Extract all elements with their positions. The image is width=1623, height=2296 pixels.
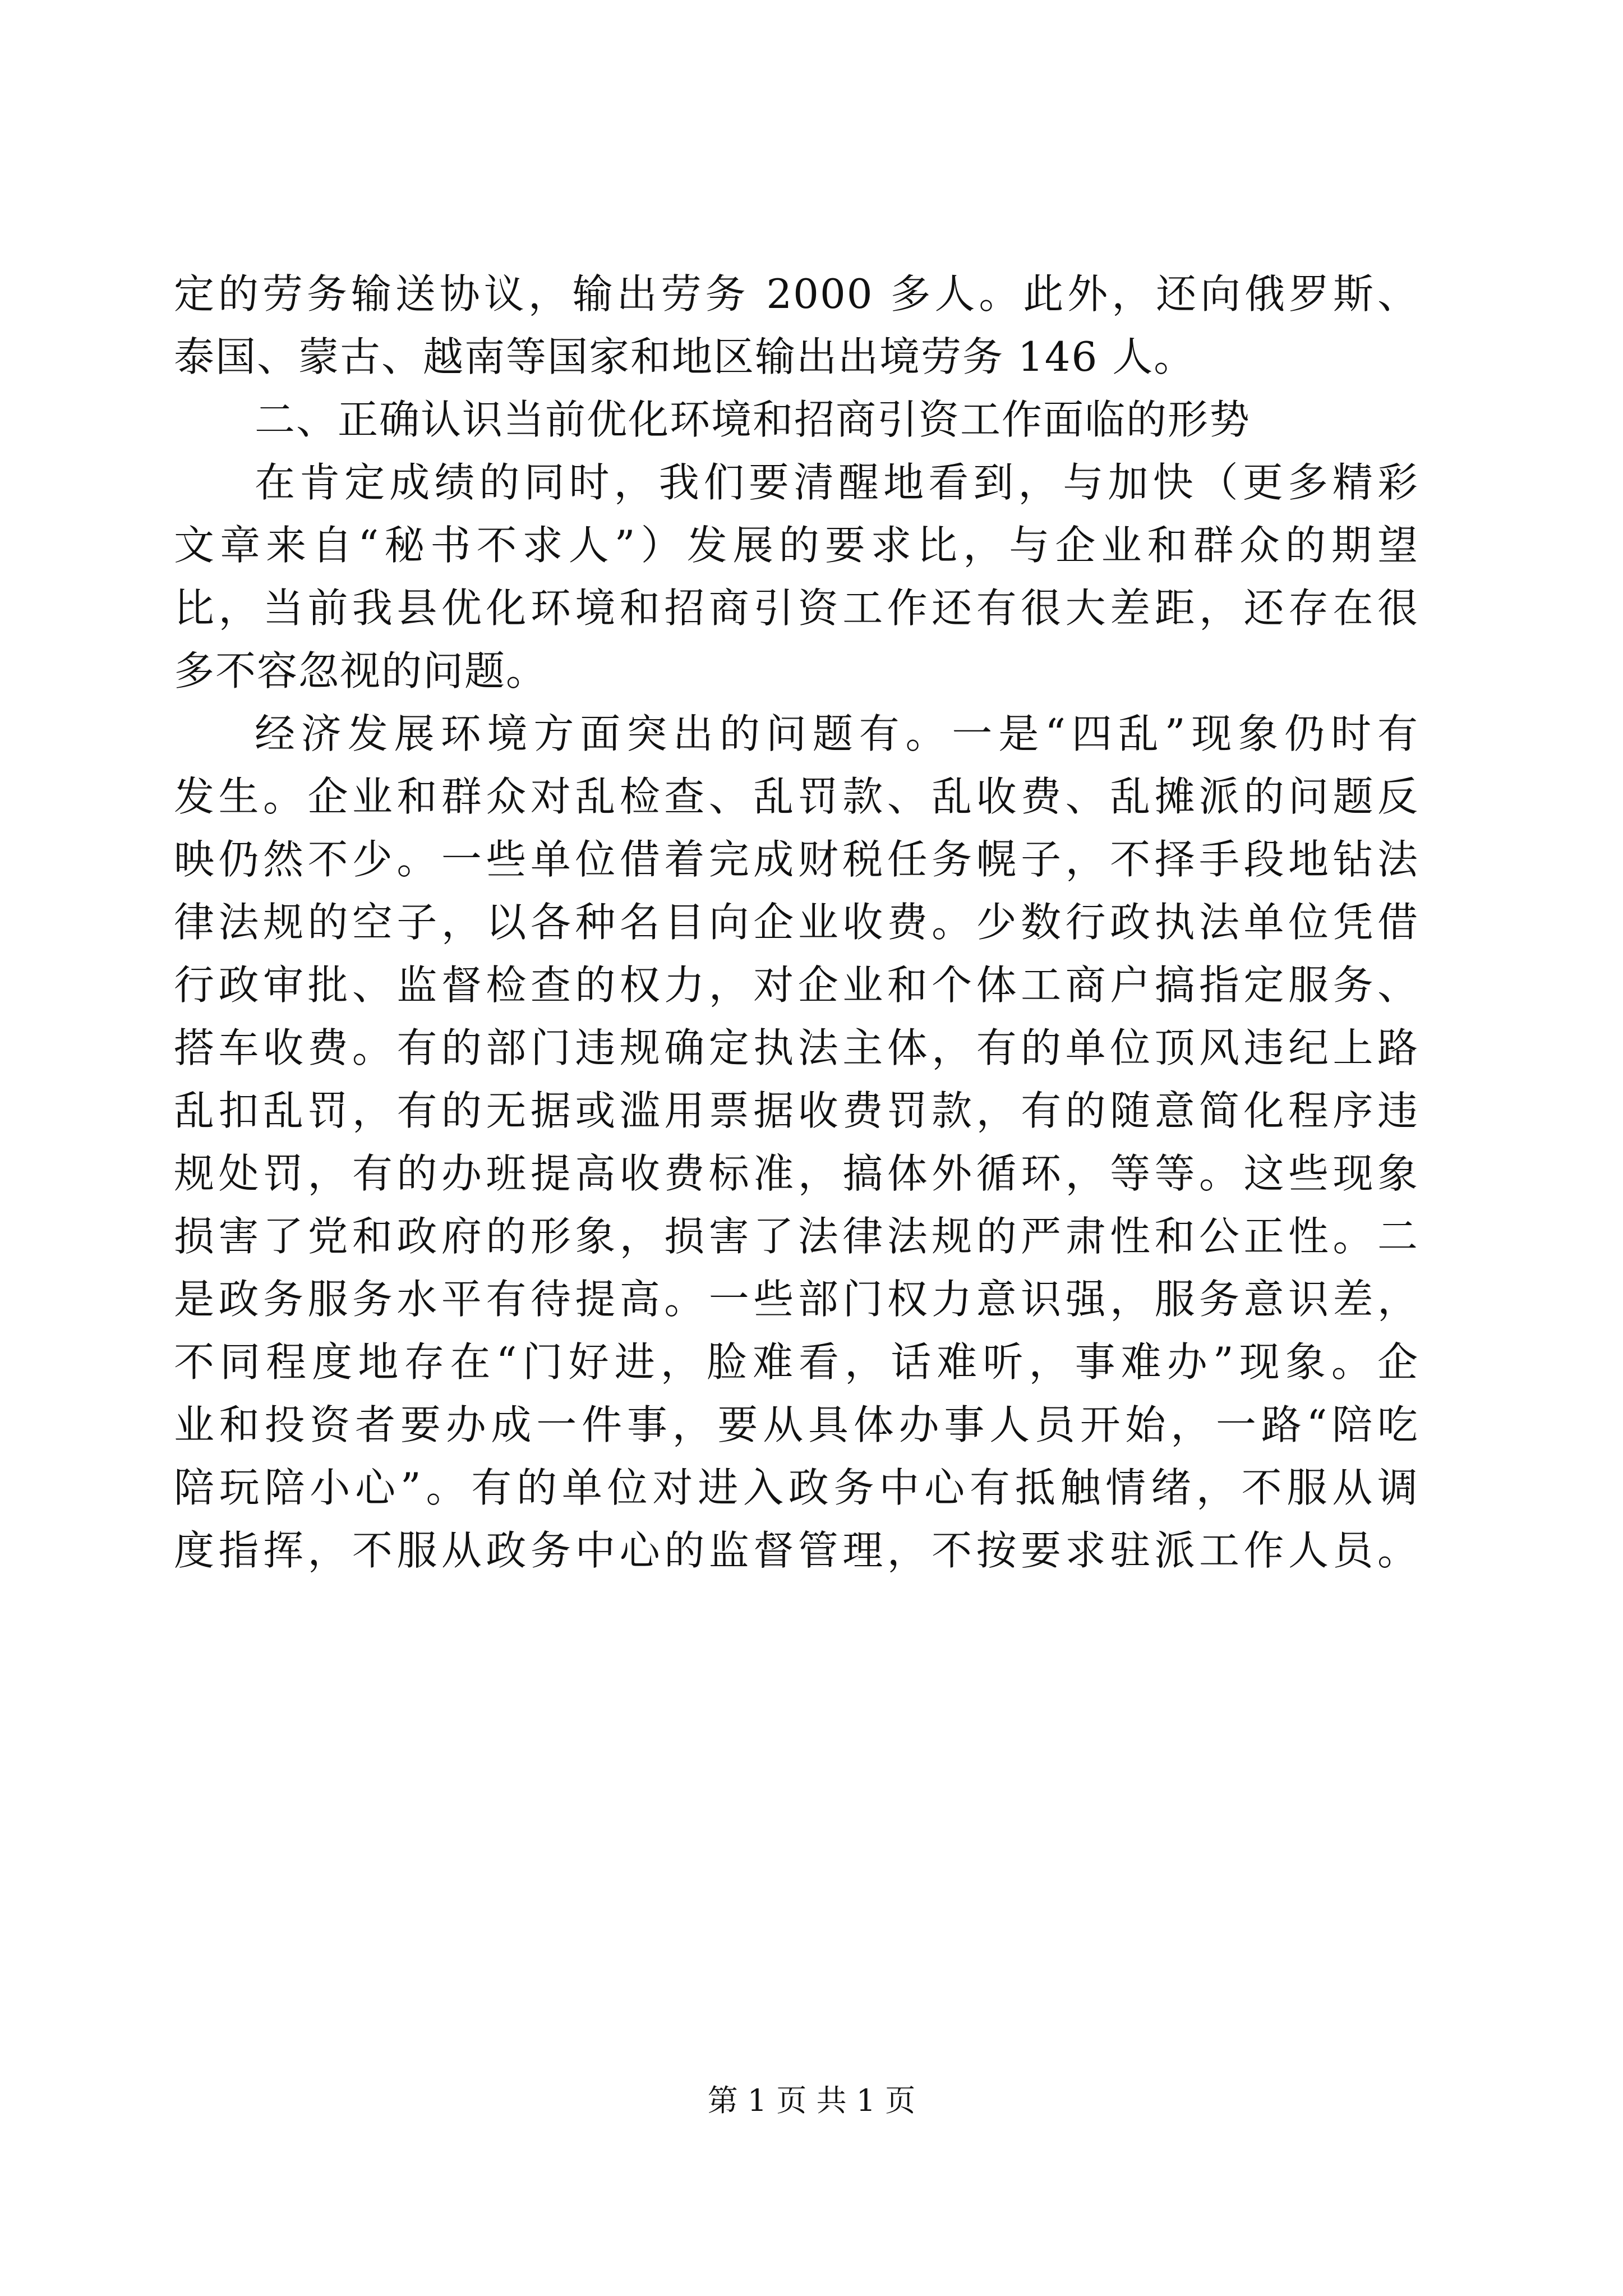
text-line: 损害了党和政府的形象，损害了法律法规的严肃性和公正性。二 <box>174 1213 1419 1260</box>
text-line: 文章来自“秘书不求人”）发展的要求比，与企业和群众的期望 <box>174 522 1419 569</box>
text-line: 多不容忽视的问题。 <box>174 647 548 694</box>
document-body <box>174 263 1419 1582</box>
text-line: 不同程度地存在“门好进，脸难看，话难听，事难办”现象。企 <box>174 1338 1419 1386</box>
text-line: 经济发展环境方面突出的问题有。一是“四乱”现象仍时有 <box>255 710 1419 757</box>
text-line: 是政务服务水平有待提高。一些部门权力意识强，服务意识差， <box>174 1276 1419 1323</box>
text-line: 泰国、蒙古、越南等国家和地区输出出境劳务 146 人。 <box>174 333 1196 380</box>
text-line: 行政审批、监督检查的权力，对企业和个体工商户搞指定服务、 <box>174 961 1419 1009</box>
text-line: 业和投资者要办成一件事，要从具体办事人员开始，一路“陪吃 <box>174 1401 1419 1448</box>
text-line: 度指挥，不服从政务中心的监督管理，不按要求驻派工作人员。 <box>174 1527 1419 1574</box>
text-line: 搭车收费。有的部门违规确定执法主体，有的单位顶风违纪上路 <box>174 1024 1419 1071</box>
section-heading: 二、正确认识当前优化环境和招商引资工作面临的形势 <box>255 396 1251 443</box>
text-line: 乱扣乱罚，有的无据或滥用票据收费罚款，有的随意简化程序违 <box>174 1087 1419 1134</box>
text-line: 律法规的空子，以各种名目向企业收费。少数行政执法单位凭借 <box>174 899 1419 946</box>
text-line: 比，当前我县优化环境和招商引资工作还有很大差距，还存在很 <box>174 585 1419 632</box>
page-number-footer: 第 1 页 共 1 页 <box>707 2083 916 2118</box>
text-line: 定的劳务输送协议，输出劳务 2000 多人。此外，还向俄罗斯、 <box>174 270 1419 318</box>
text-line: 规处罚，有的办班提高收费标准，搞体外循环，等等。这些现象 <box>174 1150 1419 1197</box>
text-line: 陪玩陪小心”。有的单位对进入政务中心有抵触情绪，不服从调 <box>174 1464 1419 1511</box>
text-line: 发生。企业和群众对乱检查、乱罚款、乱收费、乱摊派的问题反 <box>174 773 1419 820</box>
text-line: 映仍然不少。一些单位借着完成财税任务幌子，不择手段地钻法 <box>174 836 1419 883</box>
text-line: 在肯定成绩的同时，我们要清醒地看到，与加快（更多精彩 <box>255 459 1419 506</box>
